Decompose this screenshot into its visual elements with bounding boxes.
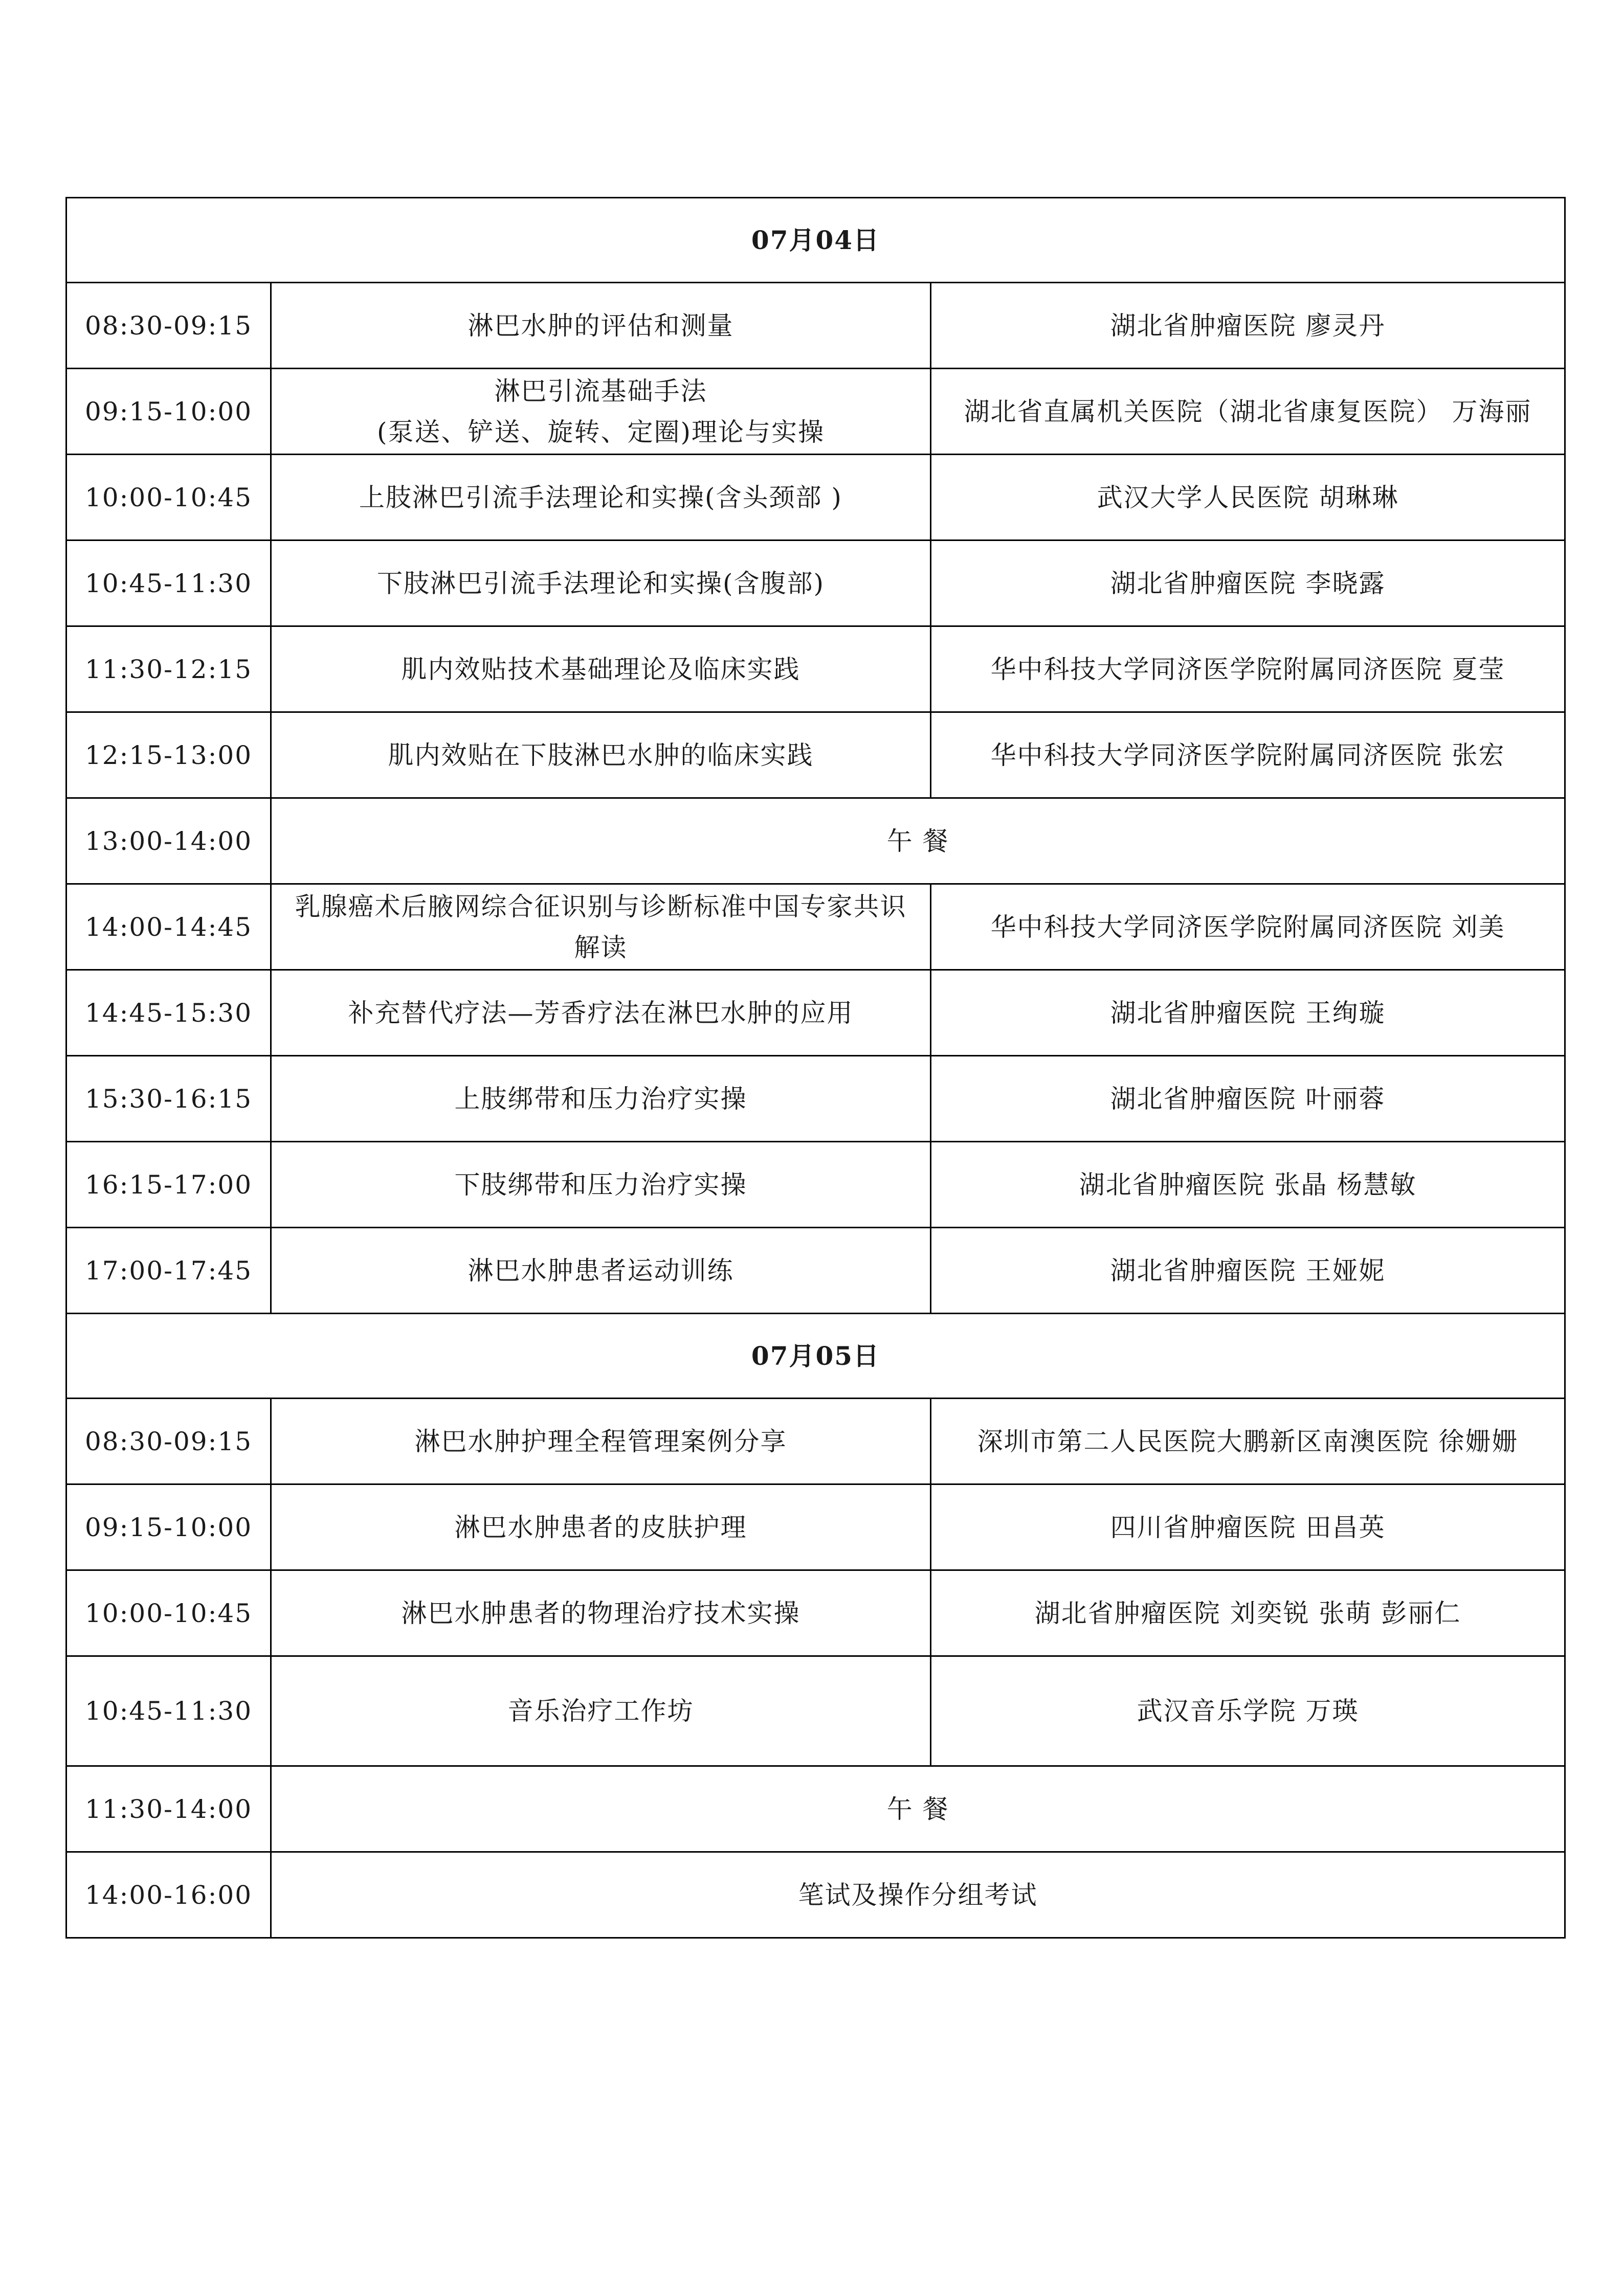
session-time: 14:00-14:45 — [66, 884, 271, 970]
session-time: 16:15-17:00 — [66, 1142, 271, 1228]
session-speaker: 湖北省肿瘤医院 叶丽蓉 — [931, 1056, 1565, 1142]
session-time: 14:45-15:30 — [66, 970, 271, 1056]
session-topic — [271, 626, 931, 712]
session-time: 10:45-11:30 — [66, 1656, 271, 1766]
session-speaker: 武汉大学人民医院 胡琳琳 — [931, 455, 1565, 541]
session-time: 11:30-12:15 — [66, 626, 271, 712]
session-topic — [271, 1228, 931, 1314]
table-row — [66, 283, 1565, 369]
session-topic — [271, 712, 931, 798]
topic-line: 淋巴水肿的评估和测量 — [468, 310, 734, 341]
topic-line: 肌内效贴在下肢淋巴水肿的临床实践 — [388, 740, 814, 770]
topic-line: 肌内效贴技术基础理论及临床实践 — [401, 654, 800, 684]
topic-line: 淋巴水肿护理全程管理案例分享 — [414, 1426, 787, 1456]
session-topic — [271, 970, 931, 1056]
session-speaker: 湖北省肿瘤医院 王绚璇 — [931, 970, 1565, 1056]
session-topic — [271, 283, 931, 369]
topic-line: (泵送、铲送、旋转、定圈)理论与实操 — [376, 417, 825, 447]
session-time: 10:00-10:45 — [66, 455, 271, 541]
session-time: 17:00-17:45 — [66, 1228, 271, 1314]
day-date: 07月04日 — [66, 198, 1565, 283]
table-row — [66, 1570, 1565, 1656]
topic-line: 淋巴水肿患者的皮肤护理 — [454, 1512, 747, 1542]
session-topic — [271, 884, 931, 970]
session-speaker: 华中科技大学同济医学院附属同济医院 刘美 — [931, 884, 1565, 970]
session-topic — [271, 1656, 931, 1766]
session-speaker: 湖北省肿瘤医院 廖灵丹 — [931, 283, 1565, 369]
session-speaker: 深圳市第二人民医院大鹏新区南澳医院 徐姗姗 — [931, 1399, 1565, 1484]
session-topic — [271, 1484, 931, 1570]
session-speaker: 湖北省肿瘤医院 刘奕锐 张萌 彭丽仁 — [931, 1570, 1565, 1656]
session-topic — [271, 369, 931, 455]
day-header-row — [66, 1314, 1565, 1399]
topic-line: 淋巴水肿患者运动训练 — [468, 1255, 734, 1286]
session-time: 09:15-10:00 — [66, 1484, 271, 1570]
table-row-exam — [66, 1852, 1565, 1938]
topic-line: 上肢绑带和压力治疗实操 — [454, 1084, 747, 1114]
session-topic — [271, 1570, 931, 1656]
schedule-table — [65, 197, 1566, 1939]
topic-line: 音乐治疗工作坊 — [507, 1696, 694, 1726]
table-row — [66, 1228, 1565, 1314]
topic-line: 补充替代疗法—芳香疗法在淋巴水肿的应用 — [348, 998, 854, 1028]
table-row — [66, 1056, 1565, 1142]
session-speaker: 湖北省直属机关医院（湖北省康复医院） 万海丽 — [931, 369, 1565, 455]
session-topic — [271, 1056, 931, 1142]
topic-line: 下肢淋巴引流手法理论和实操(含腹部) — [376, 568, 825, 598]
session-topic — [271, 1142, 931, 1228]
schedule-body — [66, 198, 1565, 1938]
table-row — [66, 1484, 1565, 1570]
session-time: 10:45-11:30 — [66, 541, 271, 626]
session-topic — [271, 541, 931, 626]
session-time: 12:15-13:00 — [66, 712, 271, 798]
session-speaker: 华中科技大学同济医学院附属同济医院 张宏 — [931, 712, 1565, 798]
table-row-break — [66, 1766, 1565, 1852]
table-row — [66, 1142, 1565, 1228]
session-speaker: 四川省肿瘤医院 田昌英 — [931, 1484, 1565, 1570]
table-row — [66, 970, 1565, 1056]
table-row — [66, 626, 1565, 712]
table-row — [66, 1656, 1565, 1766]
topic-line: 淋巴水肿患者的物理治疗技术实操 — [401, 1598, 800, 1628]
table-row — [66, 455, 1565, 541]
session-time: 08:30-09:15 — [66, 1399, 271, 1484]
topic-line: 淋巴引流基础手法 — [494, 376, 707, 406]
table-row — [66, 1399, 1565, 1484]
table-row — [66, 369, 1565, 455]
lunch-break: 午 餐 — [271, 798, 1565, 884]
session-time: 08:30-09:15 — [66, 283, 271, 369]
session-topic — [271, 455, 931, 541]
topic-line: 解读 — [574, 932, 628, 962]
session-time: 14:00-16:00 — [66, 1852, 271, 1938]
session-speaker: 湖北省肿瘤医院 李晓露 — [931, 541, 1565, 626]
topic-line: 乳腺癌术后腋网综合征识别与诊断标准中国专家共识 — [295, 891, 907, 921]
session-time: 11:30-14:00 — [66, 1766, 271, 1852]
table-row — [66, 541, 1565, 626]
session-topic — [271, 1399, 931, 1484]
session-speaker: 湖北省肿瘤医院 王娅妮 — [931, 1228, 1565, 1314]
session-speaker: 华中科技大学同济医学院附属同济医院 夏莹 — [931, 626, 1565, 712]
session-time: 10:00-10:45 — [66, 1570, 271, 1656]
lunch-break: 午 餐 — [271, 1766, 1565, 1852]
exam-session: 笔试及操作分组考试 — [271, 1852, 1565, 1938]
session-speaker: 武汉音乐学院 万瑛 — [931, 1656, 1565, 1766]
topic-line: 下肢绑带和压力治疗实操 — [454, 1169, 747, 1200]
session-time: 09:15-10:00 — [66, 369, 271, 455]
session-time: 15:30-16:15 — [66, 1056, 271, 1142]
table-row — [66, 712, 1565, 798]
session-speaker: 湖北省肿瘤医院 张晶 杨慧敏 — [931, 1142, 1565, 1228]
session-time: 13:00-14:00 — [66, 798, 271, 884]
table-row-break — [66, 798, 1565, 884]
topic-line: 上肢淋巴引流手法理论和实操(含头颈部 ) — [359, 482, 842, 512]
table-row — [66, 884, 1565, 970]
day-header-row — [66, 198, 1565, 283]
day-date: 07月05日 — [66, 1314, 1565, 1399]
